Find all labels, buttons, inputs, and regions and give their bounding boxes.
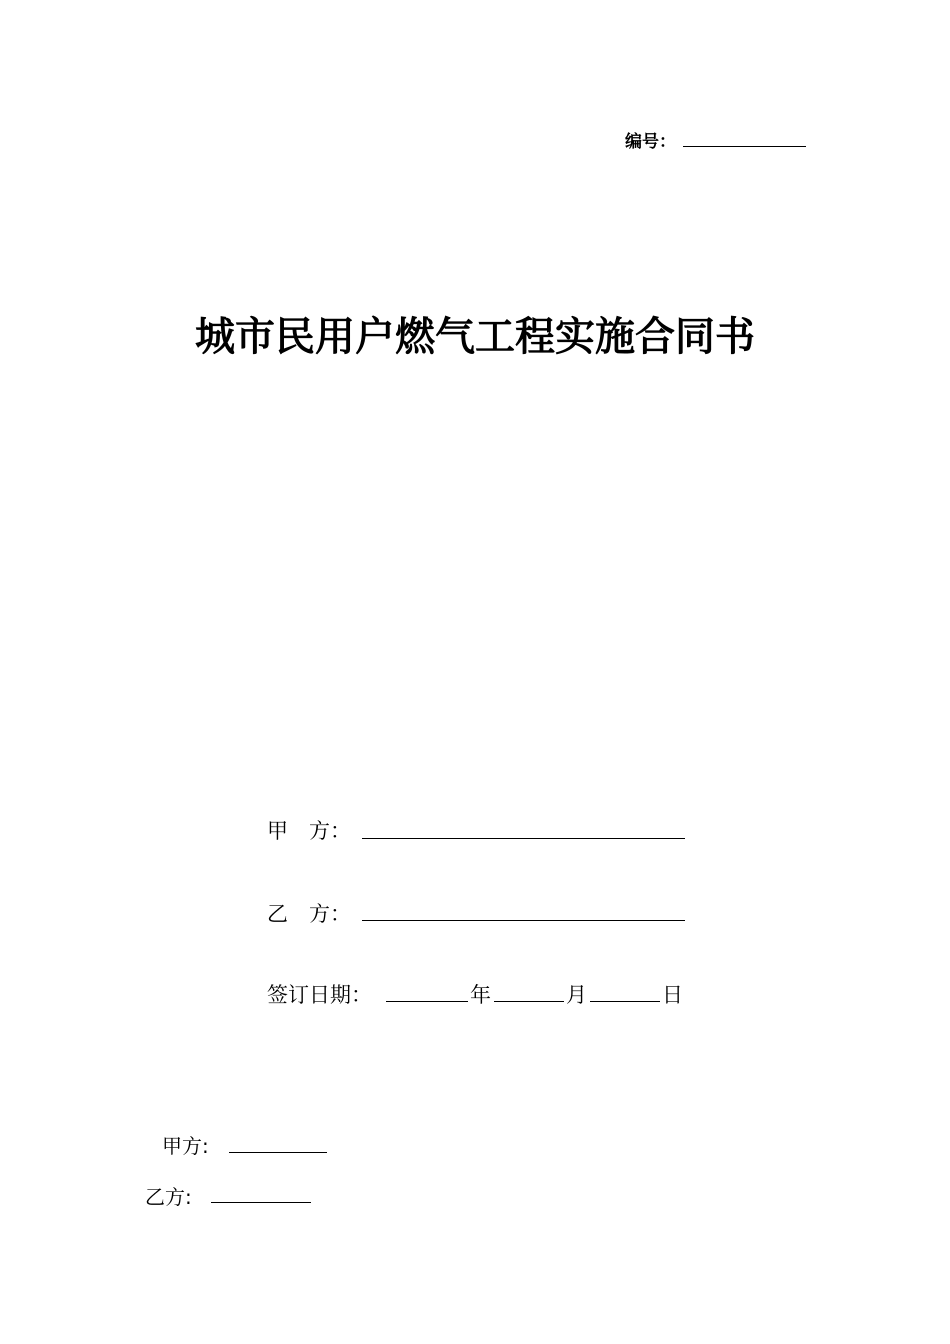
- signing-month-blank[interactable]: [494, 1001, 564, 1002]
- signing-day-label: 日: [662, 983, 683, 1007]
- party-a-label: 甲 方：: [267, 819, 351, 843]
- serial-number-blank[interactable]: [683, 146, 806, 147]
- party-b-label: 乙 方：: [267, 902, 351, 926]
- signing-date-label: 签订日期：: [267, 983, 372, 1007]
- signature-party-a-label: 甲方:: [162, 1134, 209, 1158]
- signature-party-b-label: 乙方:: [145, 1185, 192, 1209]
- signature-party-a-blank[interactable]: [229, 1152, 327, 1153]
- signing-year-label: 年: [470, 983, 491, 1007]
- party-a-blank[interactable]: [362, 838, 685, 839]
- signing-month-label: 月: [566, 983, 587, 1007]
- signature-party-b-blank[interactable]: [211, 1202, 311, 1203]
- signing-day-blank[interactable]: [590, 1001, 660, 1002]
- document-title: 城市民用户燃气工程实施合同书: [195, 314, 755, 360]
- serial-number-label: 编号：: [625, 132, 676, 152]
- party-b-blank[interactable]: [362, 920, 685, 921]
- signing-year-blank[interactable]: [386, 1001, 468, 1002]
